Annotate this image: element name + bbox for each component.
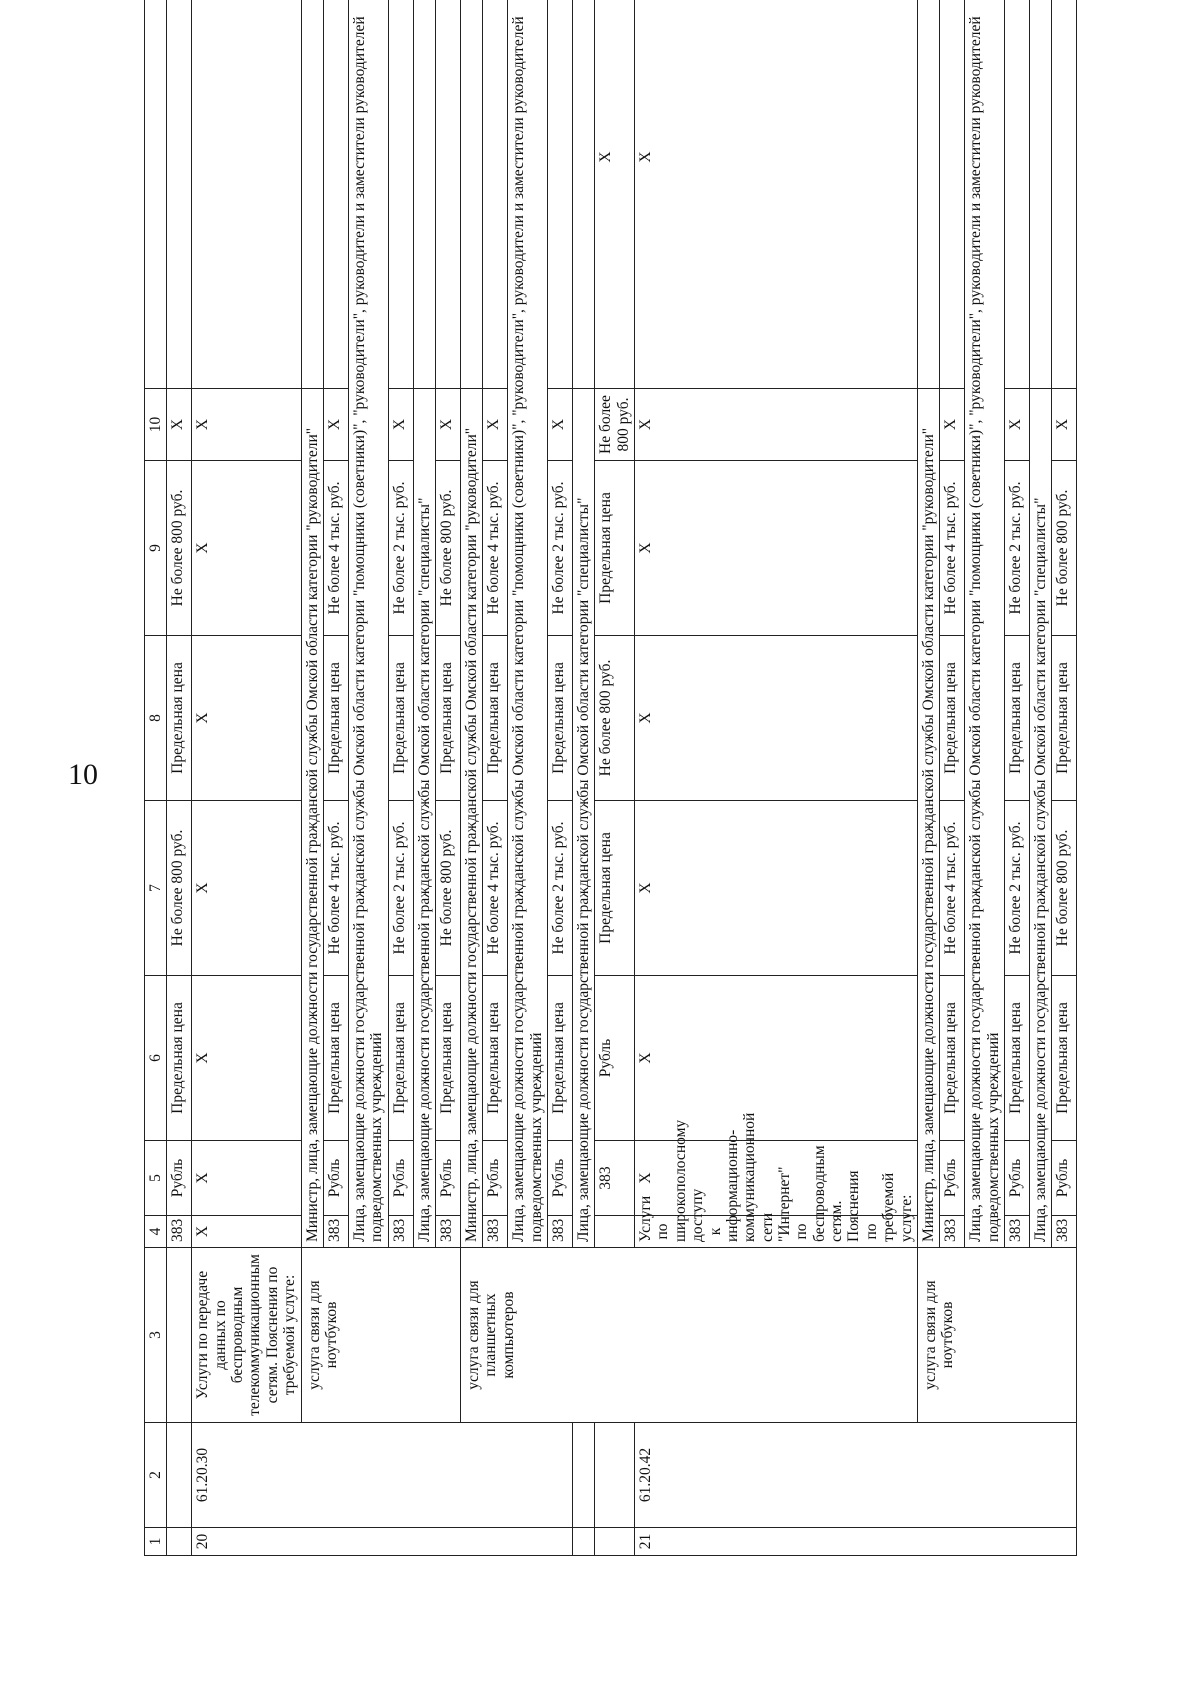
table-row (917, 0, 939, 1556)
x-mark: X (635, 0, 918, 389)
okpd-code: 61.20.30 (192, 1423, 573, 1528)
x-mark: X (635, 976, 918, 1141)
unit-cell: Рубль (1004, 1141, 1029, 1216)
x-mark: X (595, 0, 635, 389)
subheader-limit: Не более 800 руб. (167, 801, 192, 976)
category-row: Министр, лица, замещающие должности государственной гражданской службы Омской области категории "руководители" (460, 389, 482, 1248)
x-mark: X (192, 801, 301, 976)
header-number: 1 (145, 1528, 167, 1556)
table-row (460, 0, 482, 1556)
x-mark: X (635, 461, 918, 636)
table-row (192, 0, 301, 1556)
code-cell: 383 (435, 1216, 460, 1248)
limit-type-cell: Предельная цена (548, 636, 573, 801)
x-mark: X (192, 389, 301, 461)
subheader-row (167, 0, 192, 1556)
header-number: 8 (145, 636, 167, 801)
unit-cell: Рубль (388, 1141, 413, 1216)
limit-type-cell: Предельная цена (1004, 976, 1029, 1141)
limit-type-cell: Предельная цена (940, 976, 965, 1141)
service-name: Услуги по широкополосному доступу к информационно-коммуникационной сети "Интернет" по беспроводным сетям. Пояснения по требуемой услуге: (635, 1216, 918, 1248)
limit-type-cell: Предельная цена (323, 976, 348, 1141)
limit-value-cell: Не более 4 тыс. руб. (323, 461, 348, 636)
category-row: Лица, замещающие должности государственной гражданской службы Омской области категории "помощники (советники)", "руководители", руководители и заместители руководителей подведомственных учреждений (348, 0, 388, 1248)
row-number: 21 (635, 1528, 1077, 1556)
x-mark: X (548, 389, 573, 461)
limit-value-cell: Не более 800 руб. (1052, 461, 1077, 636)
x-mark: X (635, 1141, 918, 1216)
code-cell: 383 (1004, 1216, 1029, 1248)
x-mark: X (388, 389, 413, 461)
limit-value-cell: Не более 800 руб. (1052, 801, 1077, 976)
unit-cell: Рубль (323, 1141, 348, 1216)
x-mark: X (635, 389, 918, 461)
limit-type-cell: Предельная цена (435, 636, 460, 801)
service-name: Услуги по передаче данных по беспроводным телекоммуникационным сетям. Пояснения по требуемой услуге: (192, 1248, 301, 1423)
unit-cell: Рубль (1052, 1141, 1077, 1216)
requirements-table-sheet (144, 0, 1072, 1556)
subheader-unit: Рубль (167, 1141, 192, 1216)
limit-value-cell: Не более 2 тыс. руб. (548, 801, 573, 976)
row-number: 20 (192, 1528, 573, 1556)
x-mark: X (483, 389, 508, 461)
category-row: Министр, лица, замещающие должности государственной гражданской службы Омской области категории "руководители" (917, 389, 939, 1248)
limit-value-cell: Не более 800 руб. (595, 389, 635, 461)
category-row: Лица, замещающие должности государственной гражданской службы Омской области категории "специалисты" (413, 389, 435, 1248)
limit-value-cell: Не более 800 руб. (435, 461, 460, 636)
x-mark: X (940, 389, 965, 461)
x-mark: X (192, 461, 301, 636)
limit-type-cell: Предельная цена (1052, 976, 1077, 1141)
header-number: 2 (145, 1423, 167, 1528)
x-mark: X (323, 389, 348, 461)
limit-type-cell: Предельная цена (1052, 636, 1077, 801)
unit-cell: Рубль (595, 976, 635, 1141)
limit-type-cell: Предельная цена (548, 976, 573, 1141)
service-subtype: услуга связи для ноутбуков (301, 1248, 460, 1423)
limit-value-cell: Не более 2 тыс. руб. (388, 461, 413, 636)
header-number: 10 (145, 389, 167, 461)
header-number: 6 (145, 976, 167, 1141)
limit-type-cell: Предельная цена (483, 636, 508, 801)
subheader-x: X (167, 389, 192, 461)
limit-type-cell: Предельная цена (940, 636, 965, 801)
limit-value-cell: Не более 4 тыс. руб. (323, 801, 348, 976)
unit-cell: Рубль (548, 1141, 573, 1216)
category-row: Лица, замещающие должности государственной гражданской службы Омской области категории "помощники (советники)", "руководители", руководители и заместители руководителей подведомственных учреждений (508, 0, 548, 1248)
subheader-code: 383 (167, 1216, 192, 1248)
header-number: 9 (145, 461, 167, 636)
limit-type-cell: Предельная цена (388, 636, 413, 801)
x-mark: X (635, 636, 918, 801)
limit-value-cell: Не более 800 руб. (595, 636, 635, 801)
category-row: Министр, лица, замещающие должности государственной гражданской службы Омской области категории "руководители" (301, 389, 323, 1248)
x-mark: X (192, 1141, 301, 1216)
code-cell: 383 (595, 1141, 635, 1216)
code-cell: 383 (388, 1216, 413, 1248)
limit-value-cell: Не более 4 тыс. руб. (483, 461, 508, 636)
header-number: 4 (145, 1216, 167, 1248)
limit-value-cell: Не более 2 тыс. руб. (548, 461, 573, 636)
table-row (301, 0, 323, 1556)
requirements-table (144, 0, 1077, 1556)
limit-value-cell: Не более 2 тыс. руб. (1004, 801, 1029, 976)
service-subtype: услуга связи для ноутбуков (917, 1248, 1076, 1423)
limit-type-cell: Предельная цена (1004, 636, 1029, 801)
subheader-limit-type: Предельная цена (167, 636, 192, 801)
header-number: 3 (145, 1248, 167, 1423)
header-number: 7 (145, 801, 167, 976)
limit-type-cell: Предельная цена (435, 976, 460, 1141)
unit-cell: Рубль (940, 1141, 965, 1216)
service-subtype: услуга связи для планшетных компьютеров (460, 1248, 917, 1423)
x-mark: X (192, 1216, 301, 1248)
limit-value-cell: Не более 4 тыс. руб. (940, 801, 965, 976)
limit-type-cell: Предельная цена (595, 801, 635, 976)
limit-value-cell: Не более 2 тыс. руб. (1004, 461, 1029, 636)
page-number: 10 (68, 758, 98, 791)
x-mark: X (192, 976, 301, 1141)
category-row: Лица, замещающие должности государственной гражданской службы Омской области категории "помощники (советники)", "руководители", руководители и заместители руководителей подведомственных учреждений (965, 0, 1005, 1248)
code-cell: 383 (548, 1216, 573, 1248)
limit-value-cell: Не более 4 тыс. руб. (483, 801, 508, 976)
code-cell: 383 (483, 1216, 508, 1248)
unit-cell: Рубль (435, 1141, 460, 1216)
code-cell: 383 (940, 1216, 965, 1248)
category-row: Лица, замещающие должности государственной гражданской службы Омской области категории "специалисты" (1029, 389, 1051, 1248)
code-cell: 383 (323, 1216, 348, 1248)
category-row: Лица, замещающие должности государственной гражданской службы Омской области категории "специалисты" (573, 389, 595, 1248)
x-mark: X (192, 636, 301, 801)
header-numbers-row (145, 0, 167, 1556)
unit-cell: Рубль (483, 1141, 508, 1216)
limit-type-cell: Предельная цена (595, 461, 635, 636)
limit-value-cell: Не более 4 тыс. руб. (940, 461, 965, 636)
x-mark: X (1004, 389, 1029, 461)
subheader-limit: Не более 800 руб. (167, 461, 192, 636)
code-cell: 383 (1052, 1216, 1077, 1248)
limit-type-cell: Предельная цена (323, 636, 348, 801)
x-mark: X (635, 801, 918, 976)
limit-type-cell: Предельная цена (388, 976, 413, 1141)
x-mark: X (1052, 389, 1077, 461)
subheader-limit-type: Предельная цена (167, 976, 192, 1141)
x-mark: X (435, 389, 460, 461)
header-number: 5 (145, 1141, 167, 1216)
limit-value-cell: Не более 2 тыс. руб. (388, 801, 413, 976)
limit-value-cell: Не более 800 руб. (435, 801, 460, 976)
limit-type-cell: Предельная цена (483, 976, 508, 1141)
okpd-code: 61.20.42 (635, 1423, 1077, 1528)
